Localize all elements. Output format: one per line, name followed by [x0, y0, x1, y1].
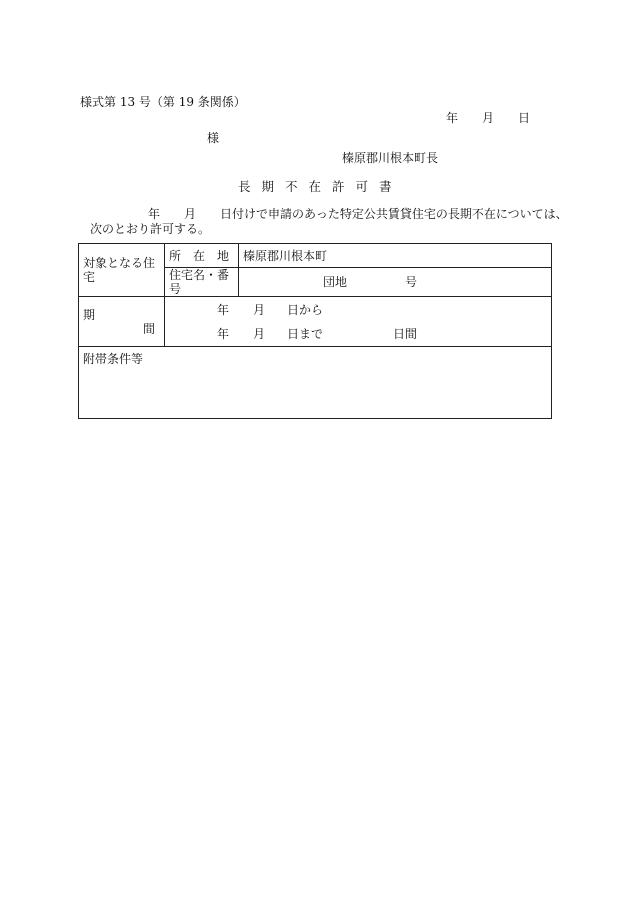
addressee-suffix: 様: [207, 131, 220, 145]
document-title: 長期不在許可書: [238, 179, 403, 194]
period-value: [165, 297, 552, 347]
table-row: [79, 347, 552, 419]
period-from: [165, 298, 551, 322]
body-text-line-2: 次のとおり許可する。: [90, 222, 211, 236]
date-year-unit: 年: [446, 111, 459, 125]
body-month-unit: 月: [184, 207, 197, 221]
location-value: 榛原郡川根本町: [239, 244, 552, 268]
table-row: [79, 297, 552, 347]
date-month-unit: 月: [482, 111, 495, 125]
permit-table: [78, 243, 552, 419]
from-day-unit: 日から: [287, 302, 324, 317]
period-label: [79, 297, 165, 347]
period-to: [165, 322, 551, 346]
housing-number: 号: [405, 275, 418, 289]
to-month-unit: 月: [253, 326, 266, 341]
conditions-label: 附帯条件等: [83, 352, 144, 366]
body-line1-text: 日付けで申請のあった特定公共賃貸住宅の長期不在については、: [220, 207, 568, 221]
to-year-unit: 年: [217, 326, 230, 341]
target-housing-label: 対象となる住宅: [79, 244, 165, 297]
from-month-unit: 月: [253, 302, 266, 317]
period-label-1: 期: [83, 307, 96, 322]
period-label-2: 間: [143, 321, 156, 336]
to-day-unit: 日まで: [287, 326, 324, 341]
form-number: 様式第 13 号（第 19 条関係）: [80, 95, 246, 109]
body-year-unit: 年: [148, 207, 161, 221]
from-year-unit: 年: [217, 302, 230, 317]
days-unit: 日間: [393, 326, 418, 341]
housing-name-value: [239, 268, 552, 297]
housing-name-label: 住宅名・番号: [165, 268, 239, 297]
table-row: [79, 244, 552, 268]
conditions-cell: [79, 347, 552, 419]
issuer-name: 榛原郡川根本町長: [342, 151, 439, 165]
issue-date: [446, 111, 530, 125]
date-day-unit: 日: [518, 111, 531, 125]
body-text-line-1: [148, 207, 568, 221]
location-label: 所 在 地: [165, 244, 239, 268]
housing-danchi: 団地: [323, 275, 348, 289]
